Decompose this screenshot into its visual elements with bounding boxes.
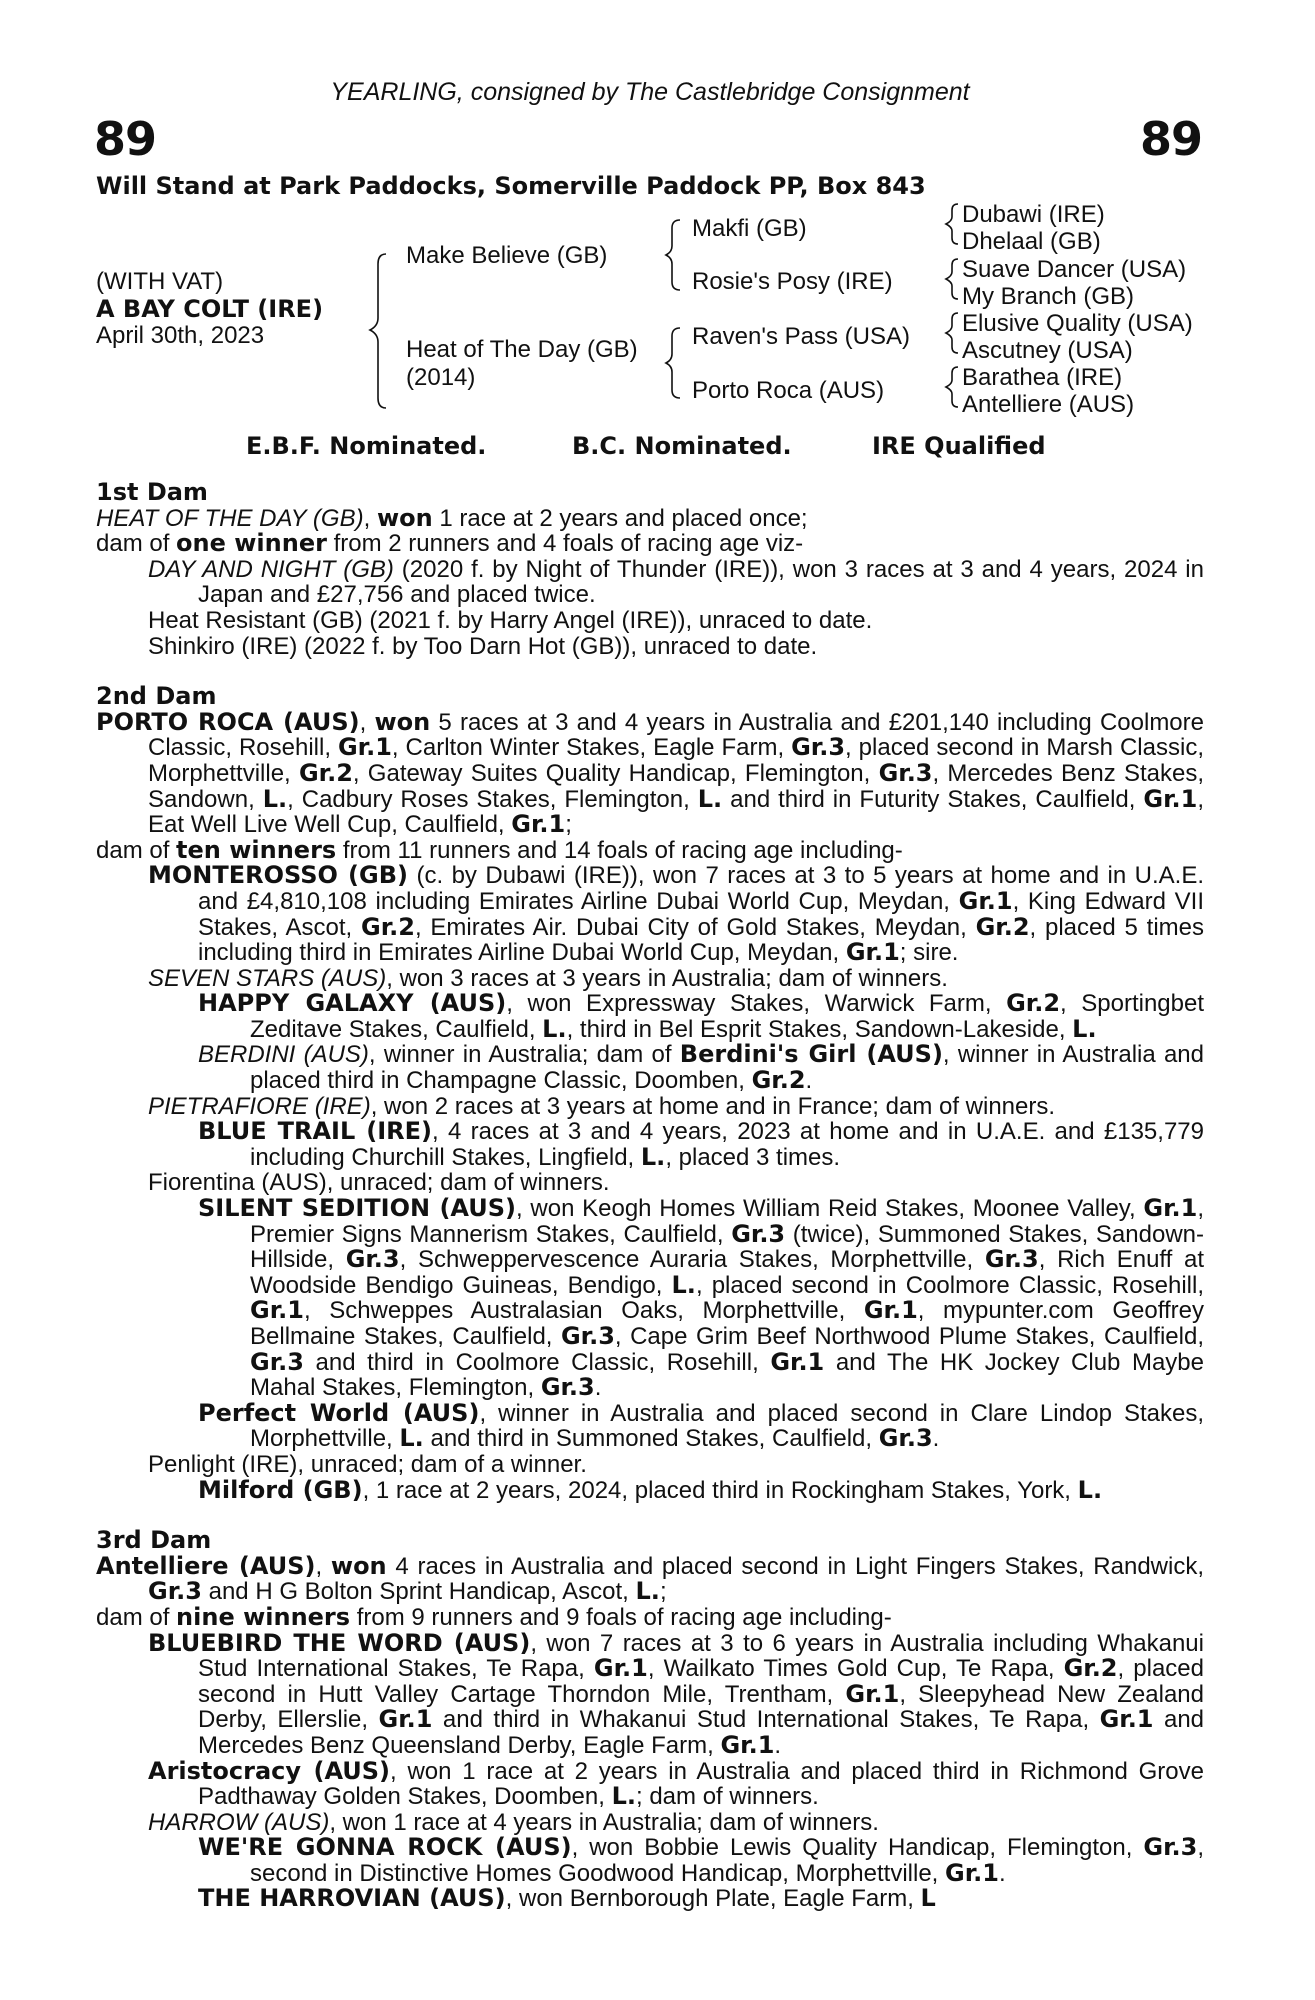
lot-number-left: 89 (94, 112, 157, 166)
pedigree-entry (96, 991, 1204, 1042)
entry-text: . (932, 1425, 940, 1453)
entry-text: dam of (96, 836, 177, 864)
bracket-dam (666, 328, 680, 398)
entry-text: Gr.1 (337, 733, 392, 762)
entry-text: MONTEROSSO (GB) (148, 861, 408, 890)
entry-text: L. (697, 784, 723, 813)
entry-text: Antelliere (AUS) (96, 1551, 316, 1580)
entry-text: Gr.2 (1006, 989, 1061, 1018)
dam-dam: Porto Roca (AUS) (692, 377, 885, 404)
entry-text: . (594, 1374, 602, 1402)
pedigree-brackets (0, 0, 1315, 460)
entry-text: , King Edward VII Stakes, Ascot, (198, 887, 1204, 941)
entry-text: , Mercedes Benz Stakes, Sandown, (148, 759, 1205, 813)
entry-text: Gr.3 (540, 1373, 595, 1402)
entry-text: Gr.1 (863, 1296, 918, 1325)
entry-text: , won 3 races at 3 years in Australia; dam of winners. (386, 964, 948, 992)
entry-text: Aristocracy (AUS) (148, 1756, 391, 1785)
entry-text: , won 7 races at 3 to 6 years in Australia including Whakanui Stud International Stakes, Te Rapa, (198, 1629, 1204, 1683)
entry-text: and H G Bolton Sprint Handicap, Ascot, (201, 1578, 636, 1606)
pedigree-entry (96, 503, 1204, 532)
entry-text: Gr.1 (378, 1705, 433, 1734)
dam: Heat of The Day (GB) (406, 336, 638, 363)
entry-text: (2020 f. by Night of Thunder (IRE)), won 3 races at 3 and 4 years, 2024 in Japan and £27,756 and placed twice. (198, 555, 1204, 609)
pedigree-entry (96, 1835, 1204, 1886)
entry-text: and Mercedes Benz Queensland Derby, Eagle Farm, (198, 1706, 1205, 1759)
stand-location: Will Stand at Park Paddocks, Somerville Paddock PP, Box 843 (96, 172, 926, 200)
pedigree-entry (96, 1452, 1204, 1478)
entry-text: from 9 runners and 9 foals of racing age including- (350, 1603, 892, 1631)
ebf-nominated: E.B.F. Nominated. (246, 432, 487, 460)
entry-text: (c. by Dubawi (IRE)), won 7 races at 3 to 5 years at home and in U.A.E. and £4,810,108 including Emirates Airline Dubai World Cup, Meydan, (198, 862, 1205, 915)
entry-text: , Wailkato Times Gold Cup, Te Rapa, (647, 1655, 1064, 1683)
ire-qualified: IRE Qualified (872, 432, 1046, 460)
entry-text: . (805, 1067, 813, 1095)
entry-text: Gr.1 (1099, 1705, 1154, 1734)
entry-text: Gr.2 (298, 758, 353, 787)
entry-text: , Carlton Winter Stakes, Eagle Farm, (391, 734, 792, 762)
entry-text: , won Expressway Stakes, Warwick Farm, (506, 990, 1007, 1018)
entry-text: ; (659, 1578, 667, 1606)
entry-text: Gr.2 (1063, 1654, 1118, 1683)
entry-text: , (363, 504, 377, 532)
bracket-ggp-2 (946, 259, 958, 299)
entry-text: Gr.1 (845, 1679, 900, 1708)
entry-text: , (359, 708, 375, 736)
entry-text: Gr.1 (250, 1296, 304, 1325)
section-heading: 1st Dam (96, 478, 208, 506)
pedigree-entry (96, 1628, 1205, 1759)
bracket-sire (666, 220, 680, 290)
pedigree-entry (96, 966, 1204, 992)
dam-year: (2014) (406, 364, 476, 391)
entry-text: . (774, 1731, 782, 1759)
entry-text: , Eat Well Live Well Cup, Caulfield, (148, 785, 1204, 839)
entry-text: Perfect World (AUS) (198, 1398, 480, 1427)
entry-text: , placed 5 times including third in Emirates Airline Dubai World Cup, Meydan, (198, 913, 1204, 967)
ggp-5: Elusive Quality (USA) (962, 310, 1193, 337)
entry-text: , Schweppes Australasian Oaks, Morphettville, (303, 1297, 864, 1325)
entry-text: , Gateway Suites Quality Handicap, Flemington, (352, 759, 879, 787)
ggp-6: Ascutney (USA) (962, 337, 1133, 364)
entry-text: and third in Whakanui Stud International Stakes, Te Rapa, (432, 1706, 1100, 1734)
entry-text: Gr.1 (511, 810, 566, 839)
entry-text: won (374, 707, 431, 736)
entry-text: Gr.3 (250, 1347, 304, 1376)
entry-text: (twice), Summoned Stakes, Sandown-Hillside, (250, 1220, 1204, 1274)
entry-text: Milford (GB) (198, 1475, 363, 1504)
entry-text: . (998, 1859, 1006, 1887)
ggp-1: Dubawi (IRE) (962, 201, 1105, 228)
entry-text: DAY AND NIGHT (GB) (148, 555, 394, 583)
entry-text: , placed 3 times. (665, 1143, 841, 1171)
entry-text: , Emirates Air. Dubai City of Gold Stakes, Meydan, (414, 913, 976, 941)
entry-text: , won 1 race at 4 years in Australia; dam of winners. (329, 1808, 879, 1836)
entry-text: , Cape Grim Beef Northwood Plume Stakes, Caulfield, (614, 1323, 1204, 1350)
entry-text: Gr.1 (1143, 784, 1198, 813)
entry-text: from 11 runners and 14 foals of racing age including- (336, 836, 903, 864)
pedigree-entry (96, 531, 1204, 557)
entry-text: Gr.3 (148, 1577, 202, 1606)
entry-text: , third in Bel Esprit Stakes, Sandown-Lakeside, (566, 1015, 1073, 1043)
entry-text: L. (671, 1270, 696, 1299)
pedigree-entry (96, 863, 1204, 965)
entry-text: SILENT SEDITION (AUS) (198, 1194, 517, 1223)
entry-text: PIETRAFIORE (IRE) (148, 1092, 371, 1120)
entry-text: , won 1 race at 2 years in Australia and placed third in Richmond Grove Padthaway Golden Stakes, Doomben, (198, 1757, 1204, 1811)
entry-text: won (376, 503, 433, 532)
entry-text: , 1 race at 2 years, 2024, placed third in Rockingham Stakes, York, (362, 1476, 1078, 1504)
entry-text: BLUE TRAIL (IRE) (198, 1117, 432, 1146)
entry-text: HAPPY GALAXY (AUS) (198, 989, 507, 1018)
entry-text: 1 race at 2 years and placed once; (432, 504, 808, 532)
entry-text: and The HK Jockey Club Maybe Mahal Stakes, Flemington, (250, 1348, 1204, 1402)
entry-text: 4 races in Australia and placed second in Light Fingers Stakes, Randwick, (386, 1552, 1204, 1580)
entry-text: L. (640, 1142, 666, 1171)
lot-number-right: 89 (1139, 112, 1202, 166)
ggp-2: Dhelaal (GB) (962, 228, 1101, 255)
entry-text: , won 2 races at 3 years at home and in France; dam of winners. (370, 1092, 1056, 1120)
pedigree-entry (96, 707, 1205, 839)
entry-text: Gr.1 (945, 1858, 999, 1887)
pedigree-entry (96, 1042, 1204, 1093)
entry-text: , placed second in Coolmore Classic, Rosehill, (695, 1271, 1204, 1299)
pedigree-entry (96, 1756, 1204, 1811)
entry-text: L. (542, 1014, 567, 1043)
entry-text: , Rich Enuff at Woodside Bendigo Guineas, Bendigo, (250, 1246, 1204, 1299)
foaling-date: April 30th, 2023 (96, 322, 265, 349)
entry-text: nine winners (176, 1602, 351, 1631)
entry-text: Shinkiro (IRE) (2022 f. by Too Darn Hot (GB)), unraced to date. (148, 632, 818, 660)
entry-text: Berdini's Girl (AUS) (679, 1040, 943, 1069)
entry-text: , second in Distinctive Homes Goodwood Handicap, Morphettville, (250, 1834, 1204, 1887)
section-gap (96, 1503, 1204, 1528)
pedigree-entry (96, 1810, 1204, 1836)
entry-text: , Sportingbet Zeditave Stakes, Caulfield, (250, 990, 1205, 1043)
ggp-4: My Branch (GB) (962, 283, 1135, 310)
sire-sire: Makfi (GB) (692, 215, 807, 242)
entry-text: PORTO ROCA (AUS) (96, 707, 360, 736)
entry-text: Gr.1 (958, 886, 1013, 915)
ggp-8: Antelliere (AUS) (962, 391, 1135, 418)
entry-text: WE'RE GONNA ROCK (AUS) (198, 1833, 572, 1862)
entry-text: , 4 races at 3 and 4 years, 2023 at home and in U.A.E. and £135,779 including Churchill Stakes, Lingfield, (250, 1118, 1204, 1171)
entry-text: one winner (176, 529, 327, 558)
entry-text: , won Bobbie Lewis Quality Handicap, Flemington, (571, 1834, 1144, 1862)
dam-sire: Raven's Pass (USA) (692, 323, 910, 350)
catalogue-body (96, 480, 1204, 1912)
entry-text: Gr.2 (361, 912, 415, 941)
entry-text: , Schweppervescence Auraria Stakes, Morphettville, (399, 1246, 985, 1274)
entry-text: Gr.3 (731, 1219, 786, 1248)
pedigree-entry (96, 1094, 1204, 1120)
entry-text: Gr.3 (984, 1245, 1039, 1274)
entry-text: Gr.3 (791, 733, 846, 762)
vat-note: (WITH VAT) (96, 268, 224, 295)
entry-text: , Sleepyhead New Zealand Derby, Ellerslie, (198, 1680, 1205, 1734)
entry-text: from 2 runners and 4 foals of racing age viz- (326, 530, 804, 558)
entry-text: , won Keogh Homes William Reid Stakes, Moonee Valley, (516, 1195, 1144, 1223)
entry-text: Gr.2 (975, 912, 1030, 941)
bc-nominated: B.C. Nominated. (572, 432, 792, 460)
entry-text: L. (635, 1577, 660, 1606)
section-heading: 2nd Dam (96, 682, 217, 711)
entry-text: L. (611, 1782, 636, 1811)
entry-text: Gr.3 (560, 1322, 615, 1350)
entry-text: won (330, 1551, 387, 1580)
entry-text: , won Bernborough Plate, Eagle Farm, (505, 1885, 921, 1913)
entry-text: L. (399, 1424, 424, 1453)
entry-text: , Premier Signs Mannerism Stakes, Caulfield, (250, 1195, 1205, 1248)
entry-text: , winner in Australia and placed second in Clare Lindop Stakes, Morphettville, (250, 1399, 1205, 1453)
ggp-3: Suave Dancer (USA) (962, 256, 1187, 283)
entry-text: and third in Summoned Stakes, Caulfield, (423, 1425, 879, 1453)
bracket-ggp-4 (946, 367, 958, 407)
entry-text: 5 races at 3 and 4 years in Australia and £201,140 including Coolmore Classic, Rosehill, (148, 708, 1204, 762)
page-subtitle: YEARLING, consigned by The Castlebridge Consignment (330, 78, 970, 106)
colt-name: A BAY COLT (IRE) (96, 295, 324, 323)
entry-text: , (315, 1552, 331, 1580)
entry-text: Gr.3 (345, 1245, 400, 1274)
entry-text: and third in Futurity Stakes, Caulfield, (722, 785, 1144, 813)
entry-text: HARROW (AUS) (148, 1808, 330, 1836)
bracket-ggp-3 (946, 313, 958, 353)
pedigree-entry (96, 608, 1204, 634)
entry-text: dam of (96, 530, 177, 558)
entry-text: , winner in Australia; dam of (368, 1041, 680, 1069)
pedigree-entry (96, 835, 1204, 864)
entry-text: HEAT OF THE DAY (GB) (96, 504, 364, 532)
sire: Make Believe (GB) (406, 242, 608, 269)
pedigree-entry (96, 1398, 1205, 1453)
entry-text: Gr.1 (720, 1730, 775, 1759)
entry-text: BLUEBIRD THE WORD (AUS) (148, 1628, 531, 1657)
entry-text: Gr.1 (770, 1347, 825, 1376)
sire-dam: Rosie's Posy (IRE) (692, 268, 893, 295)
pedigree-entry (96, 1551, 1204, 1606)
entry-text: Gr.1 (845, 938, 900, 967)
entry-text: L. (1072, 1014, 1097, 1043)
pedigree-entry (96, 1196, 1204, 1401)
entry-text: Gr.3 (878, 1424, 933, 1453)
entry-text: Gr.1 (1143, 1194, 1198, 1223)
entry-text: , Cadbury Roses Stakes, Flemington, (287, 785, 698, 813)
section-heading: 3rd Dam (96, 1526, 212, 1555)
pedigree-entry (96, 1886, 1204, 1912)
entry-text: L. (262, 784, 288, 813)
entry-text: Gr.3 (1143, 1833, 1198, 1862)
entry-text: Gr.1 (593, 1654, 648, 1683)
entry-text: Fiorentina (AUS), unraced; dam of winners. (148, 1169, 610, 1197)
entry-text: SEVEN STARS (AUS) (148, 964, 387, 992)
entry-text: BERDINI (AUS) (198, 1041, 369, 1069)
pedigree-entry (96, 557, 1204, 608)
entry-text: ; sire. (899, 939, 959, 967)
entry-text: ; (565, 811, 572, 839)
bracket-ggp-1 (946, 204, 958, 244)
entry-text: Gr.3 (878, 758, 933, 787)
entry-text: and third in Coolmore Classic, Rosehill, (303, 1348, 771, 1376)
pedigree-entry (96, 1119, 1204, 1170)
entry-text: Heat Resistant (GB) (2021 f. by Harry Angel (IRE)), unraced to date. (148, 606, 873, 634)
entry-text: ten winners (176, 835, 337, 864)
entry-text: L (920, 1884, 936, 1913)
ggp-7: Barathea (IRE) (962, 364, 1123, 391)
bracket-main (370, 254, 386, 408)
pedigree-entry (96, 1170, 1204, 1196)
entry-text: THE HARROVIAN (AUS) (198, 1884, 506, 1913)
entry-text: , winner in Australia and placed third in Champagne Classic, Doomben, (250, 1041, 1204, 1095)
pedigree-entry (96, 1602, 1204, 1631)
pedigree-entry (96, 634, 1204, 660)
entry-text: Penlight (IRE), unraced; dam of a winner. (148, 1450, 587, 1478)
entry-text: , placed second in Hutt Valley Cartage Thorndon Mile, Trentham, (198, 1655, 1204, 1708)
entry-text: , mypunter.com Geoffrey Bellmaine Stakes, Caulfield, (250, 1297, 1204, 1350)
section-gap (96, 659, 1204, 684)
entry-text: Gr.2 (751, 1066, 806, 1095)
entry-text: dam of (96, 1603, 177, 1631)
pedigree-entry (96, 1475, 1204, 1504)
entry-text: ; dam of winners. (636, 1783, 819, 1811)
entry-text: , placed second in Marsh Classic, Morphettville, (148, 734, 1204, 787)
entry-text: L. (1077, 1475, 1103, 1504)
